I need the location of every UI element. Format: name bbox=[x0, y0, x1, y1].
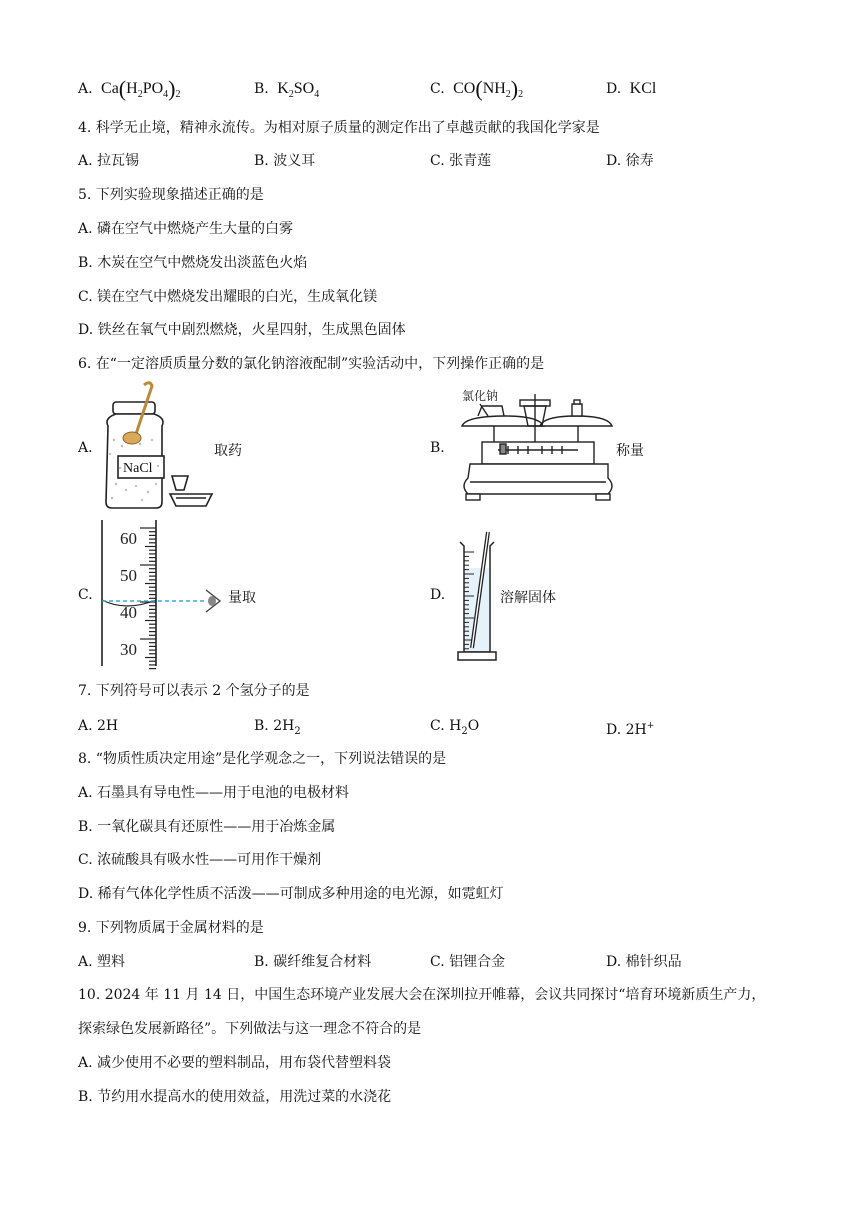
q6-option-c-caption: 量取 bbox=[228, 590, 256, 606]
q10-option-a[interactable]: A. 减少使用不必要的塑料制品，用布袋代替塑料袋 bbox=[78, 1055, 392, 1071]
formula: KCl bbox=[629, 80, 657, 97]
balance-scale-illustration bbox=[458, 386, 618, 510]
q7-stem: 7. 下列符号可以表示 2 个氢分子的是 bbox=[78, 683, 310, 699]
q4-stem: 4. 科学无止境，精神永流传。为相对原子质量的测定作出了卓越贡献的我国化学家是 bbox=[78, 120, 600, 136]
q7-option-b[interactable]: B. $2H_2$ bbox=[254, 718, 301, 737]
q3-option-a[interactable]: A. $Ca(H_2PO_4)_2$ bbox=[78, 76, 181, 101]
q5-option-c[interactable]: C. 镁在空气中燃烧发出耀眼的白光，生成氧化镁 bbox=[78, 289, 378, 305]
tick-label-40: 40 bbox=[120, 603, 137, 622]
q8-option-d[interactable]: D. 稀有气体化学性质不活泼——可制成多种用途的电光源，如霓虹灯 bbox=[78, 886, 504, 902]
q6-option-a-caption: 取药 bbox=[214, 443, 242, 459]
q4-option-b[interactable]: B. 波义耳 bbox=[254, 153, 316, 169]
q9-option-c[interactable]: C. 铝锂合金 bbox=[430, 954, 506, 970]
scale-label: 氯化钠 bbox=[462, 389, 499, 403]
measuring-cylinder-reading bbox=[96, 520, 236, 666]
q6-option-b-caption: 称量 bbox=[616, 443, 644, 459]
q5-option-b[interactable]: B. 木炭在空气中燃烧发出淡蓝色火焰 bbox=[78, 255, 308, 271]
q6-option-a-letter[interactable]: A. bbox=[78, 440, 93, 456]
q8-stem: 8. “物质性质决定用途”是化学观念之一，下列说法错误的是 bbox=[78, 751, 447, 767]
q10-stem-line1: 10. 2024 年 11 月 14 日，中国生态环境产业发展大会在深圳拉开帷幕，会议共同探讨“培育环境新质生产力， bbox=[78, 987, 766, 1003]
q8-option-c[interactable]: C. 浓硫酸具有吸水性——可用作干燥剂 bbox=[78, 852, 322, 868]
formula: $CO(NH_2)_2$ bbox=[453, 76, 524, 101]
q3-options bbox=[78, 78, 778, 102]
q9-option-b[interactable]: B. 碳纤维复合材料 bbox=[254, 954, 372, 970]
q7-options bbox=[78, 715, 778, 739]
q9-option-a[interactable]: A. 塑料 bbox=[78, 954, 126, 970]
q10-option-b[interactable]: B. 节约用水提高水的使用效益，用洗过菜的水浇花 bbox=[78, 1089, 392, 1105]
q3-option-b[interactable]: B. $K_2SO_4$ bbox=[254, 80, 320, 100]
q5-stem: 5. 下列实验现象描述正确的是 bbox=[78, 187, 264, 203]
q9-option-d[interactable]: D. 棉针织品 bbox=[606, 954, 682, 970]
q7-option-c[interactable]: C. $H_2O$ bbox=[430, 718, 480, 737]
q9-stem: 9. 下列物质属于金属材料的是 bbox=[78, 920, 264, 936]
q3-option-d[interactable]: D. KCl bbox=[606, 80, 657, 97]
q3-option-c[interactable]: C. $CO(NH_2)_2$ bbox=[430, 76, 524, 101]
tick-label-30: 30 bbox=[120, 640, 137, 659]
q4-options bbox=[78, 150, 778, 174]
q6-option-c-letter[interactable]: C. bbox=[78, 587, 93, 603]
stirring-in-cylinder-illustration bbox=[456, 528, 500, 662]
q6-option-d-letter[interactable]: D. bbox=[430, 587, 446, 603]
tick-label-60: 60 bbox=[120, 529, 137, 548]
q4-option-a[interactable]: A. 拉瓦锡 bbox=[78, 153, 140, 169]
q6-stem: 6. 在“一定溶质质量分数的氯化钠溶液配制”实验活动中，下列操作正确的是 bbox=[78, 356, 545, 372]
q5-option-a[interactable]: A. 磷在空气中燃烧产生大量的白雾 bbox=[78, 221, 294, 237]
q8-option-b[interactable]: B. 一氧化碳具有还原性——用于冶炼金属 bbox=[78, 819, 336, 835]
q5-option-d[interactable]: D. 铁丝在氧气中剧烈燃烧，火星四射，生成黑色固体 bbox=[78, 322, 406, 338]
q6-option-b-letter[interactable]: B. bbox=[430, 440, 445, 456]
q4-option-d[interactable]: D. 徐寿 bbox=[606, 153, 654, 169]
q8-option-a[interactable]: A. 石墨具有导电性——用于电池的电极材料 bbox=[78, 785, 350, 801]
bottle-label: NaCl bbox=[123, 461, 153, 476]
formula: $K_2SO_4$ bbox=[277, 80, 320, 100]
q4-option-c[interactable]: C. 张青莲 bbox=[430, 153, 492, 169]
q10-stem-line2: 探索绿色发展新路径”。下列做法与这一理念不符合的是 bbox=[78, 1021, 422, 1037]
q6-option-d-caption: 溶解固体 bbox=[500, 590, 556, 606]
formula: $Ca(H_2PO_4)_2$ bbox=[101, 76, 181, 101]
q7-option-d[interactable]: D. 2H+ bbox=[606, 721, 655, 738]
q9-options bbox=[78, 951, 778, 975]
reagent-bottle-illustration bbox=[96, 380, 226, 512]
q7-option-a[interactable]: A. 2H bbox=[78, 718, 119, 734]
tick-label-50: 50 bbox=[120, 566, 137, 585]
